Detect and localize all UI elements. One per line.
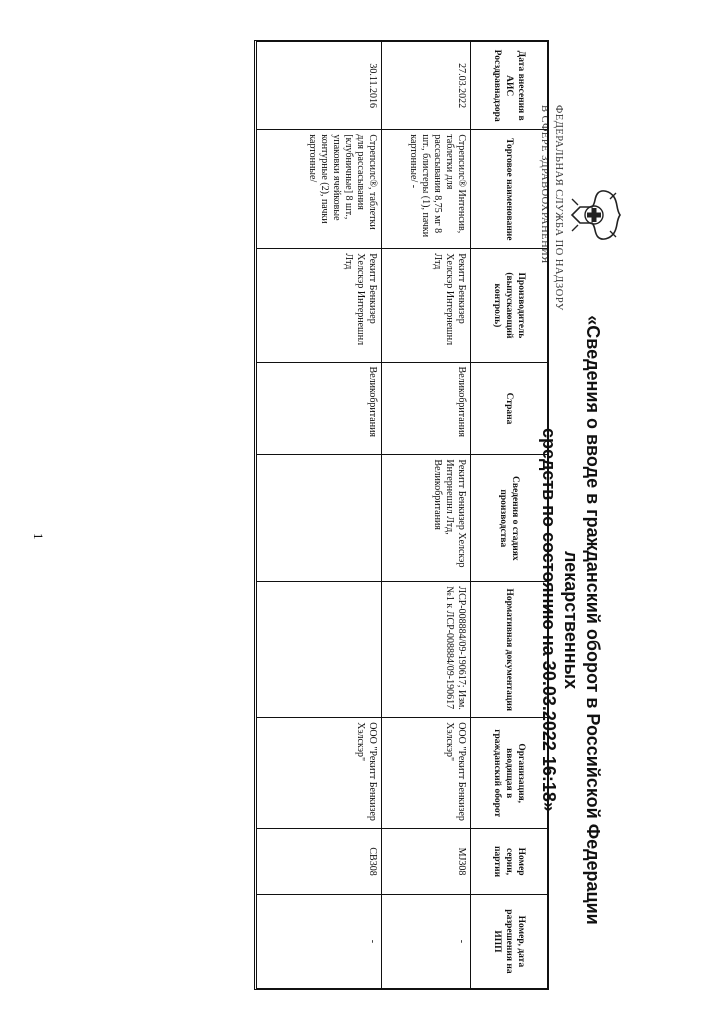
cell-series: MJ308 <box>382 829 471 895</box>
header-docs: Нормативная документация <box>471 582 548 718</box>
cell-date: 30.11.2016 <box>257 42 382 130</box>
table-row <box>257 42 382 989</box>
cell-manufacturer: Рекитт Бенкизер Хелскэр Интернешнл Лтд <box>257 249 382 362</box>
table-header-row <box>471 42 548 989</box>
cell-trade-name: Стрепсилс® Интенсив, таблетки для рассасывания 8,75 мг 8 шт., блистеры (1), пачки картонные/ - <box>382 130 471 249</box>
register-table <box>254 40 549 990</box>
header-manufacturer: Производитель (выпускающий контроль) <box>471 249 548 362</box>
cell-series: CB308 <box>257 829 382 895</box>
cell-permit: - <box>257 894 382 988</box>
agency-name-line1: ФЕДЕРАЛЬНАЯ СЛУЖБА ПО НАДЗОРУ <box>553 105 564 311</box>
cell-docs <box>257 582 382 718</box>
header-country: Страна <box>471 362 548 455</box>
cell-organization: ООО "Рекитт Бенкизер Хэлскэр" <box>257 718 382 829</box>
title-line1: «Сведения о вводе в гражданский оборот в Российской Федерации лекарственных <box>561 315 603 925</box>
header-permit: Номер, дата разрешения на ИПП <box>471 894 548 988</box>
cell-manufacturer: Рекитт Бенкизер Хелскэр Интернешнл Лтд <box>382 249 471 362</box>
cell-country: Великобритания <box>382 362 471 455</box>
title-line2: средств по состоянию на 30.03.2022 16:18» <box>539 428 559 812</box>
cell-docs: ЛСР-008884/09-190617; Изм. №1 к ЛСР-008884/09-190617 <box>382 582 471 718</box>
cell-stages <box>257 455 382 582</box>
page-number: 1 <box>31 533 46 540</box>
agency-name-line2: В СФЕРЕ ЗДРАВООХРАНЕНИЯ <box>539 105 550 264</box>
coat-of-arms-emblem <box>568 185 624 245</box>
header-date: Дата внесения в АИС Росздравнадзора <box>471 42 548 130</box>
cell-trade-name: Стрепсилс®, таблетки для рассасывания [клубничные] 8 шт., упаковки ячейковые контурные (2), пачки картонные/ <box>257 130 382 249</box>
header-organization: Организация, вводящая в гражданский оборот <box>471 718 548 829</box>
cell-stages: Рекитт Бенкизер Хелскэр Интернешнл Лтд, Великобритания <box>382 455 471 582</box>
cell-permit: - <box>382 894 471 988</box>
header-stages: Сведения о стадиях производства <box>471 455 548 582</box>
table-row <box>382 42 471 989</box>
header-trade-name: Торговое наименование <box>471 130 548 249</box>
cell-country: Великобритания <box>257 362 382 455</box>
header-series: Номер серии, партии <box>471 829 548 895</box>
cell-organization: ООО "Рекитт Бенкизер Хэлскэр" <box>382 718 471 829</box>
cell-date: 27.03.2022 <box>382 42 471 130</box>
